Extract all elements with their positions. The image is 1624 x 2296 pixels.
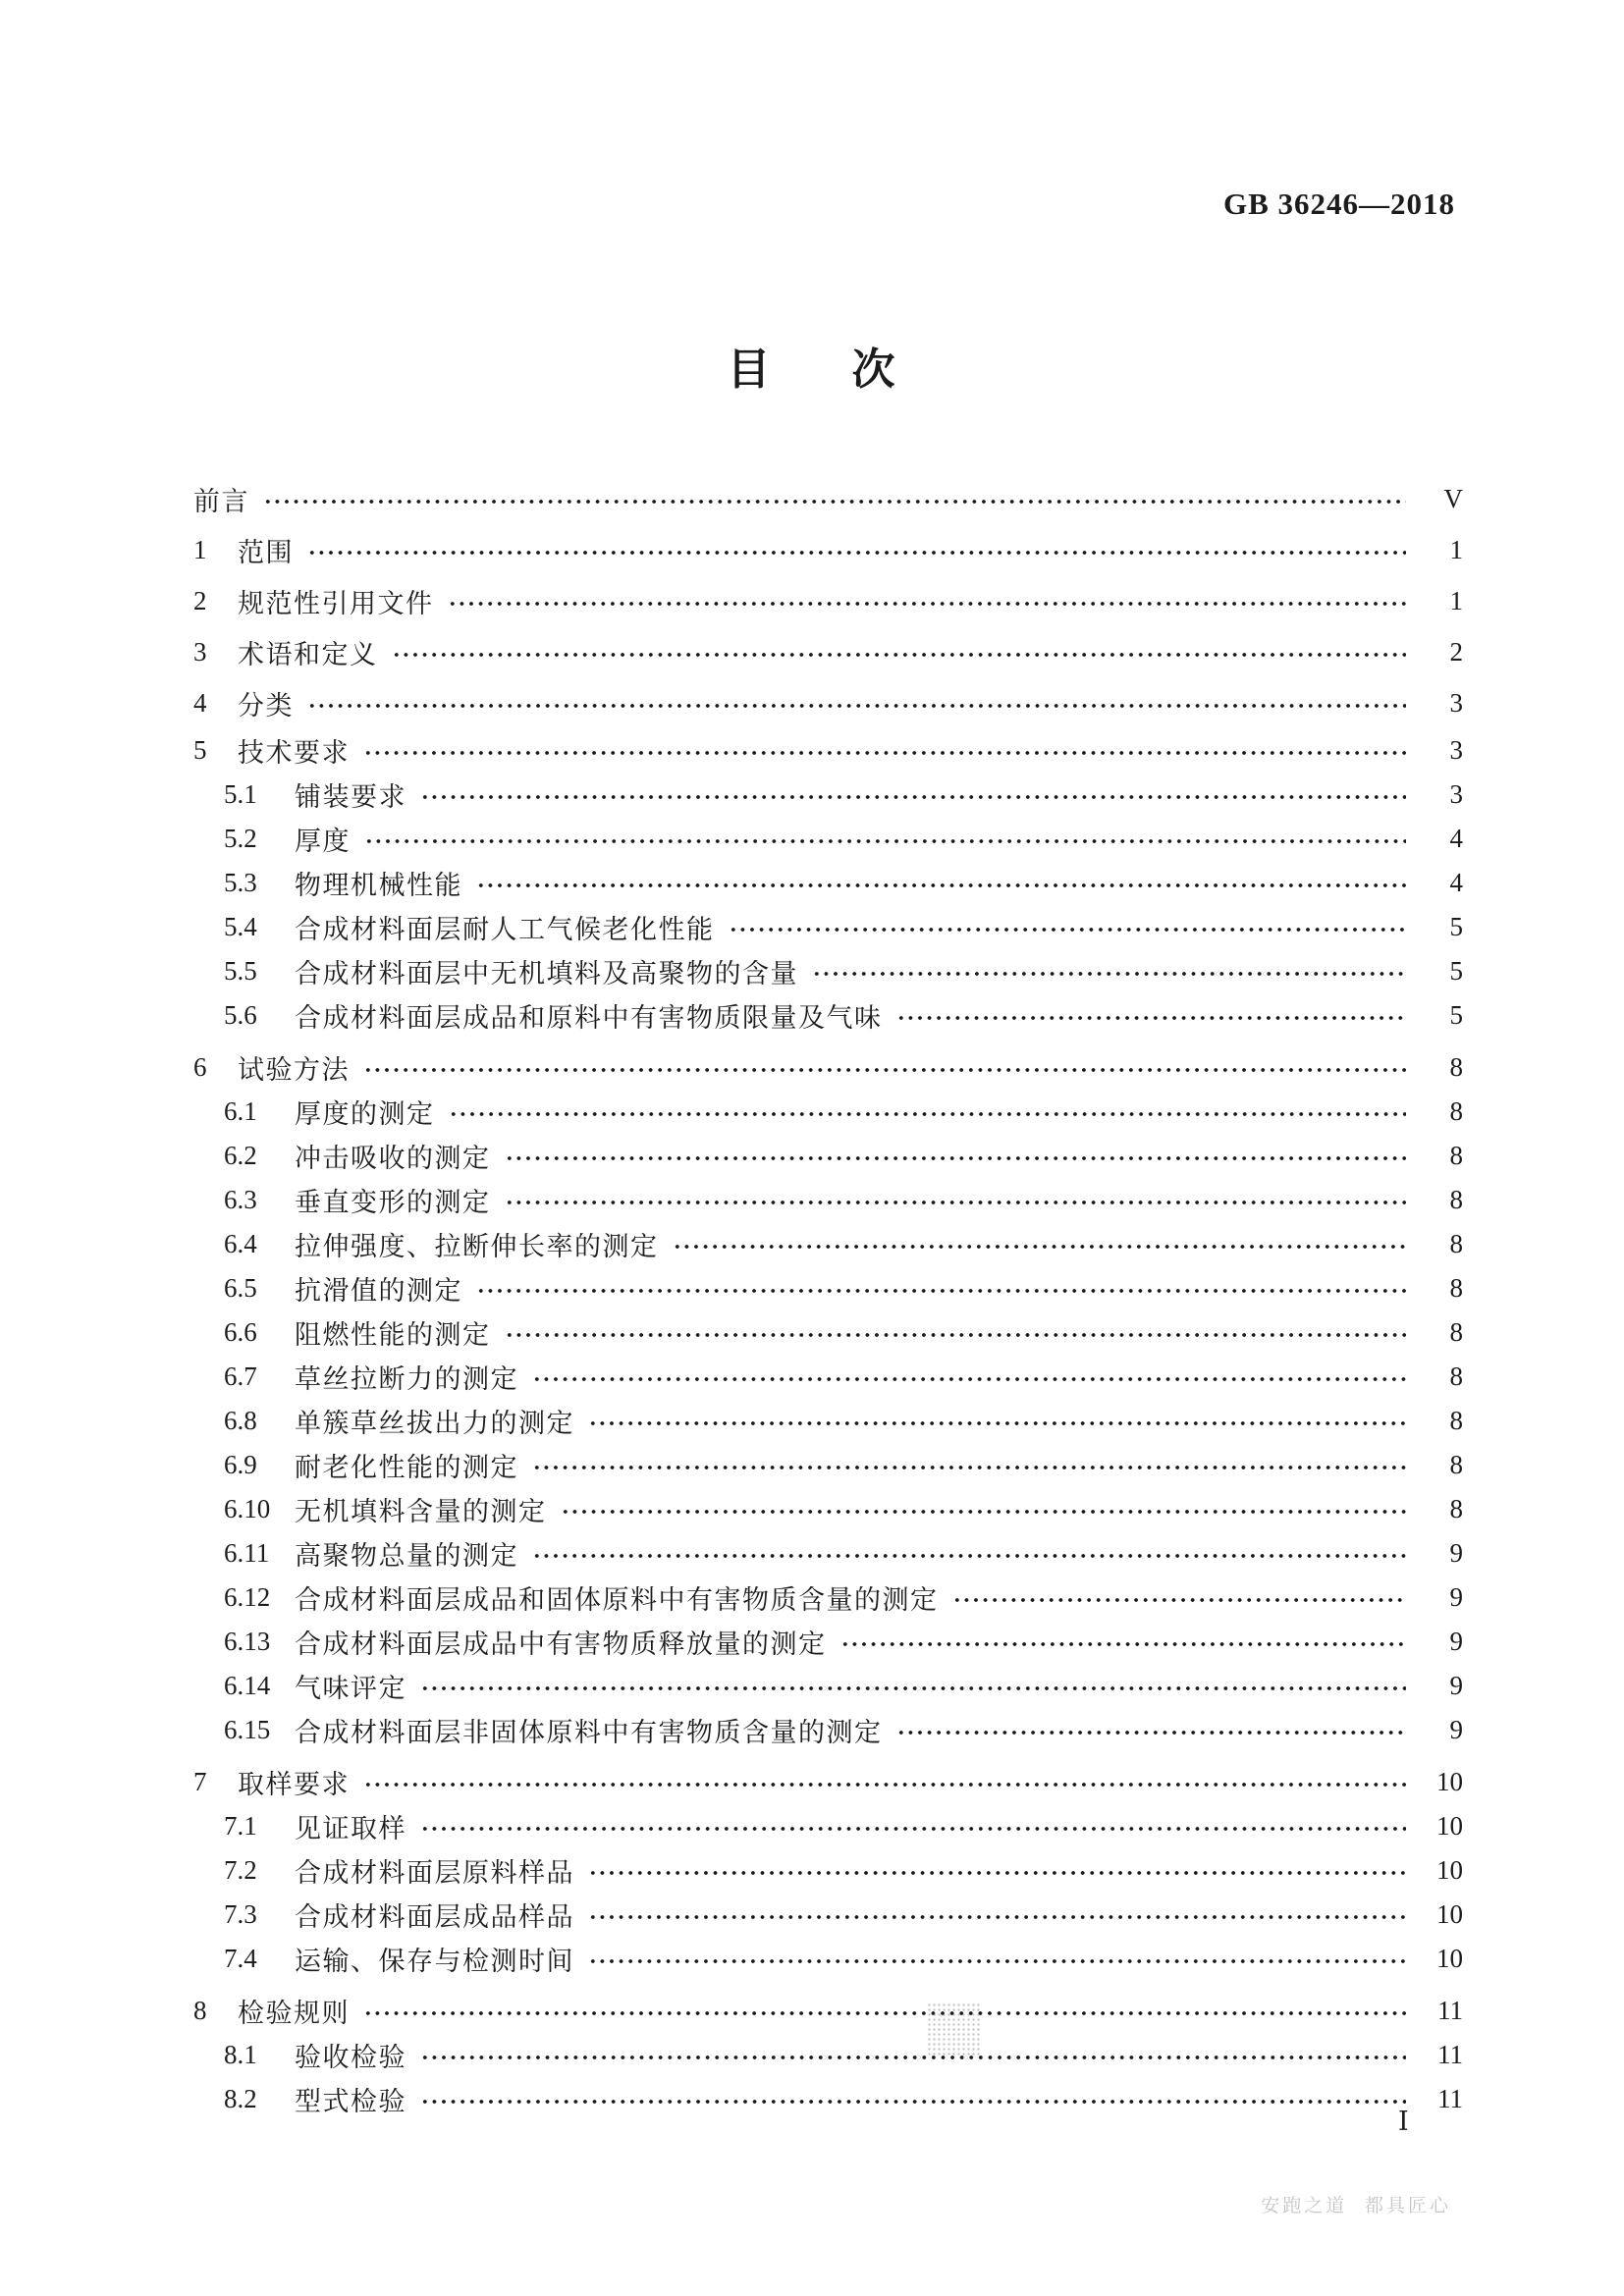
toc-entry-page: 11 bbox=[1437, 1996, 1463, 2025]
toc-entry bbox=[0, 773, 1624, 817]
dot-leader bbox=[896, 1013, 1407, 1023]
toc-entry-page: 1 bbox=[1449, 585, 1463, 615]
toc-entry-number: 3 bbox=[193, 636, 207, 667]
toc-entry-number: 6 bbox=[193, 1052, 207, 1082]
toc-entry bbox=[0, 1399, 1624, 1443]
toc-entry-label: 气味评定 bbox=[295, 1674, 406, 1703]
dot-leader bbox=[505, 1153, 1407, 1163]
toc-entry bbox=[0, 993, 1624, 1038]
toc-entry bbox=[0, 1848, 1624, 1893]
toc-entry-label: 分类 bbox=[238, 690, 294, 721]
toc-entry-page: 8 bbox=[1449, 1273, 1463, 1303]
toc-entry-label: 合成材料面层耐人工气候老化性能 bbox=[295, 915, 715, 944]
toc-entry bbox=[0, 1531, 1624, 1575]
toc-entry-page: 10 bbox=[1436, 1899, 1463, 1929]
toc-entry-page: 4 bbox=[1449, 824, 1463, 853]
dot-leader bbox=[420, 1824, 1406, 1834]
toc-entry bbox=[0, 1090, 1624, 1134]
toc-entry-number: 6.3 bbox=[224, 1185, 257, 1214]
toc-entry-page: 10 bbox=[1436, 1811, 1463, 1841]
toc-entry-label: 范围 bbox=[238, 537, 294, 567]
dot-leader bbox=[420, 2097, 1406, 2107]
toc-entry-label: 草丝拉断力的测定 bbox=[295, 1364, 518, 1394]
toc-entry-page: 8 bbox=[1449, 1317, 1463, 1347]
toc-entry bbox=[0, 473, 1624, 524]
toc-entry-label: 拉伸强度、拉断伸长率的测定 bbox=[295, 1232, 659, 1261]
dot-leader bbox=[840, 1639, 1407, 1649]
toc-entry bbox=[0, 861, 1624, 905]
toc-entry-label: 厚度的测定 bbox=[295, 1099, 435, 1129]
toc-entry-label: 合成材料面层中无机填料及高聚物的含量 bbox=[295, 959, 798, 988]
toc-entry-number: 6.11 bbox=[224, 1538, 270, 1568]
dot-leader bbox=[420, 2053, 1406, 2062]
toc-entry-label: 合成材料面层原料样品 bbox=[295, 1858, 574, 1888]
toc-entry bbox=[0, 1989, 1624, 2033]
toc-entry bbox=[0, 1575, 1624, 1620]
toc-entry-page: 4 bbox=[1449, 868, 1463, 897]
dot-leader bbox=[532, 1463, 1406, 1472]
toc-entry-page: 9 bbox=[1449, 1582, 1463, 1612]
toc-entry bbox=[0, 1893, 1624, 1937]
toc-entry-number: 6.14 bbox=[224, 1671, 271, 1700]
toc-entry-label: 高聚物总量的测定 bbox=[295, 1541, 518, 1571]
toc-entry-label: 验收检验 bbox=[295, 2043, 406, 2072]
toc-entry-page: 9 bbox=[1449, 1627, 1463, 1656]
dot-leader bbox=[588, 1956, 1406, 1966]
toc-entry bbox=[0, 1937, 1624, 1981]
toc-entry-label: 合成材料面层成品和原料中有害物质限量及气味 bbox=[295, 1003, 883, 1033]
toc-entry-page: 9 bbox=[1449, 1538, 1463, 1568]
halftone-stamp-artifact bbox=[927, 2002, 982, 2056]
toc-entry-number: 6.10 bbox=[224, 1494, 271, 1523]
toc-entry bbox=[0, 949, 1624, 993]
dot-leader bbox=[449, 1109, 1407, 1119]
toc-entry-number: 8 bbox=[193, 1996, 207, 2025]
toc-entry-number: 8.1 bbox=[224, 2040, 257, 2069]
toc-entry-number: 6.7 bbox=[224, 1362, 257, 1391]
toc-entry-label: 冲击吸收的测定 bbox=[295, 1144, 491, 1173]
toc-entry-label: 铺装要求 bbox=[295, 782, 406, 812]
toc-entry bbox=[0, 1310, 1624, 1355]
dot-leader bbox=[476, 881, 1406, 890]
dot-leader bbox=[505, 1330, 1407, 1340]
toc-entry-page: 8 bbox=[1449, 1052, 1463, 1082]
toc-entry-number: 5.6 bbox=[224, 1000, 257, 1030]
toc-entry bbox=[0, 1487, 1624, 1531]
toc-entry bbox=[0, 1045, 1624, 1090]
toc-entry bbox=[0, 1266, 1624, 1310]
toc-entry-number: 8.2 bbox=[224, 2084, 257, 2113]
toc-entry-number: 1 bbox=[193, 534, 207, 564]
toc-entry-number: 6.13 bbox=[224, 1627, 271, 1656]
dot-leader bbox=[505, 1198, 1407, 1207]
toc-entry-number: 4 bbox=[193, 687, 207, 718]
toc-entry-page: 3 bbox=[1449, 779, 1463, 809]
toc-entry-page: 3 bbox=[1449, 735, 1463, 765]
toc-entry bbox=[0, 626, 1624, 677]
toc-entry bbox=[0, 905, 1624, 949]
toc-entry-number: 6.4 bbox=[224, 1229, 257, 1258]
toc-entry bbox=[0, 524, 1624, 575]
toc-entry-label: 厚度 bbox=[295, 827, 351, 856]
toc-entry-number: 2 bbox=[193, 585, 207, 615]
toc-entry-number: 6.2 bbox=[224, 1141, 257, 1170]
toc-entry-label: 合成材料面层成品样品 bbox=[295, 1902, 574, 1932]
toc-entry-page: 10 bbox=[1436, 1944, 1463, 1973]
toc-entry bbox=[0, 1708, 1624, 1752]
toc-entry-label: 检验规则 bbox=[238, 1999, 350, 2028]
dot-leader bbox=[448, 599, 1407, 609]
dot-leader bbox=[729, 925, 1407, 934]
toc-entry-page: 5 bbox=[1449, 912, 1463, 941]
toc-entry bbox=[0, 1134, 1624, 1178]
toc-entry-page: 11 bbox=[1437, 2040, 1463, 2069]
dot-leader bbox=[364, 836, 1406, 846]
toc-entry-page: 10 bbox=[1436, 1767, 1463, 1796]
dot-leader bbox=[588, 1912, 1406, 1922]
page-number: Ⅰ bbox=[1398, 2107, 1409, 2136]
toc-entry-label: 单簇草丝拔出力的测定 bbox=[295, 1409, 574, 1438]
dot-leader bbox=[476, 1286, 1406, 1296]
toc-entry-page: 5 bbox=[1449, 1000, 1463, 1030]
toc-entry-number: 7.1 bbox=[224, 1811, 257, 1841]
toc-entry-label: 耐老化性能的测定 bbox=[295, 1453, 518, 1482]
toc-entry-page: 8 bbox=[1449, 1362, 1463, 1391]
toc-entry-number: 7 bbox=[193, 1767, 207, 1796]
dot-leader bbox=[673, 1242, 1407, 1252]
toc-entry-page: 9 bbox=[1449, 1671, 1463, 1700]
dot-leader bbox=[812, 969, 1406, 979]
toc-entry bbox=[0, 1760, 1624, 1804]
toc-entry-page: V bbox=[1443, 483, 1463, 513]
toc-entry-number: 6.5 bbox=[224, 1273, 257, 1303]
toc-entry-label: 垂直变形的测定 bbox=[295, 1188, 491, 1217]
toc-entry-number: 5.4 bbox=[224, 912, 257, 941]
dot-leader bbox=[588, 1868, 1406, 1878]
toc-entry-label: 试验方法 bbox=[238, 1055, 350, 1085]
toc-entry bbox=[0, 1222, 1624, 1266]
toc-entry-label: 抗滑值的测定 bbox=[295, 1276, 462, 1306]
dot-leader bbox=[363, 2008, 1406, 2018]
toc-entry-page: 8 bbox=[1449, 1450, 1463, 1479]
dot-leader bbox=[420, 1683, 1406, 1693]
toc-entry-number: 5.1 bbox=[224, 779, 257, 809]
toc-entry bbox=[0, 1804, 1624, 1848]
dot-leader bbox=[952, 1595, 1407, 1605]
toc-entry-label: 前言 bbox=[193, 486, 249, 516]
toc-entry-page: 2 bbox=[1449, 636, 1463, 667]
toc-entry-number: 5.2 bbox=[224, 824, 257, 853]
toc-entry bbox=[0, 2077, 1624, 2121]
toc-entry-label: 合成材料面层非固体原料中有害物质含量的测定 bbox=[295, 1718, 883, 1747]
toc-entry-number: 5.3 bbox=[224, 868, 257, 897]
standard-number: GB 36246—2018 bbox=[1222, 187, 1455, 221]
toc-entry-number: 7.4 bbox=[224, 1944, 257, 1973]
toc-entry bbox=[0, 728, 1624, 773]
toc-entry-label: 规范性引用文件 bbox=[238, 588, 434, 618]
toc-entry-number: 6.8 bbox=[224, 1406, 257, 1435]
toc-entry-page: 8 bbox=[1449, 1096, 1463, 1126]
dot-leader bbox=[363, 748, 1406, 758]
toc-entry bbox=[0, 1355, 1624, 1399]
toc-entry bbox=[0, 575, 1624, 626]
toc-entry bbox=[0, 2033, 1624, 2077]
page-title: 目 次 bbox=[727, 346, 897, 394]
toc-entry bbox=[0, 1620, 1624, 1664]
toc-entry-page: 8 bbox=[1449, 1185, 1463, 1214]
toc-entry-number: 7.2 bbox=[224, 1855, 257, 1885]
dot-leader bbox=[392, 650, 1407, 660]
dot-leader bbox=[561, 1507, 1407, 1517]
toc-entry-label: 合成材料面层成品中有害物质释放量的测定 bbox=[295, 1629, 827, 1659]
toc-entry-label: 运输、保存与检测时间 bbox=[295, 1947, 574, 1976]
toc-entry-label: 物理机械性能 bbox=[295, 871, 462, 900]
footer-watermark: 安跑之道 都具匠心 bbox=[1261, 2196, 1451, 2216]
dot-leader bbox=[307, 701, 1406, 711]
toc-entry bbox=[0, 677, 1624, 728]
dot-leader bbox=[363, 1780, 1406, 1789]
toc-entry bbox=[0, 1178, 1624, 1222]
dot-leader bbox=[263, 497, 1406, 507]
toc-entry-number: 6.15 bbox=[224, 1715, 271, 1744]
toc-entry-label: 术语和定义 bbox=[238, 639, 378, 669]
toc-entry-number: 6.12 bbox=[224, 1582, 271, 1612]
toc-entry-page: 3 bbox=[1449, 687, 1463, 718]
dot-leader bbox=[307, 548, 1406, 558]
toc-entry-number: 7.3 bbox=[224, 1899, 257, 1929]
toc-entry-number: 6.1 bbox=[224, 1096, 257, 1126]
dot-leader bbox=[532, 1374, 1406, 1384]
dot-leader bbox=[363, 1065, 1406, 1075]
toc-entry-label: 见证取样 bbox=[295, 1814, 406, 1843]
toc-entry-number: 5.5 bbox=[224, 956, 257, 986]
toc-entry-page: 9 bbox=[1449, 1715, 1463, 1744]
toc-entry-page: 8 bbox=[1449, 1229, 1463, 1258]
dot-leader bbox=[896, 1728, 1407, 1737]
toc-entry bbox=[0, 1443, 1624, 1487]
toc-entry-page: 5 bbox=[1449, 956, 1463, 986]
table-of-contents bbox=[0, 473, 1624, 2121]
toc-entry bbox=[0, 1664, 1624, 1708]
toc-entry bbox=[0, 817, 1624, 861]
toc-entry-page: 1 bbox=[1449, 534, 1463, 564]
toc-entry-number: 6.6 bbox=[224, 1317, 257, 1347]
toc-entry-label: 阻燃性能的测定 bbox=[295, 1320, 491, 1350]
toc-entry-page: 8 bbox=[1449, 1406, 1463, 1435]
dot-leader bbox=[588, 1418, 1406, 1428]
toc-entry-page: 8 bbox=[1449, 1141, 1463, 1170]
toc-entry-page: 8 bbox=[1449, 1494, 1463, 1523]
dot-leader bbox=[532, 1551, 1406, 1561]
toc-entry-label: 技术要求 bbox=[238, 738, 350, 768]
toc-entry-number: 5 bbox=[193, 735, 207, 765]
toc-entry-label: 合成材料面层成品和固体原料中有害物质含量的测定 bbox=[295, 1585, 939, 1615]
dot-leader bbox=[420, 792, 1406, 802]
toc-entry-number: 6.9 bbox=[224, 1450, 257, 1479]
toc-entry-page: 11 bbox=[1437, 2084, 1463, 2113]
toc-entry-page: 10 bbox=[1436, 1855, 1463, 1885]
toc-entry-label: 无机填料含量的测定 bbox=[295, 1497, 547, 1526]
toc-entry-label: 取样要求 bbox=[238, 1770, 350, 1799]
toc-entry-label: 型式检验 bbox=[295, 2087, 406, 2116]
